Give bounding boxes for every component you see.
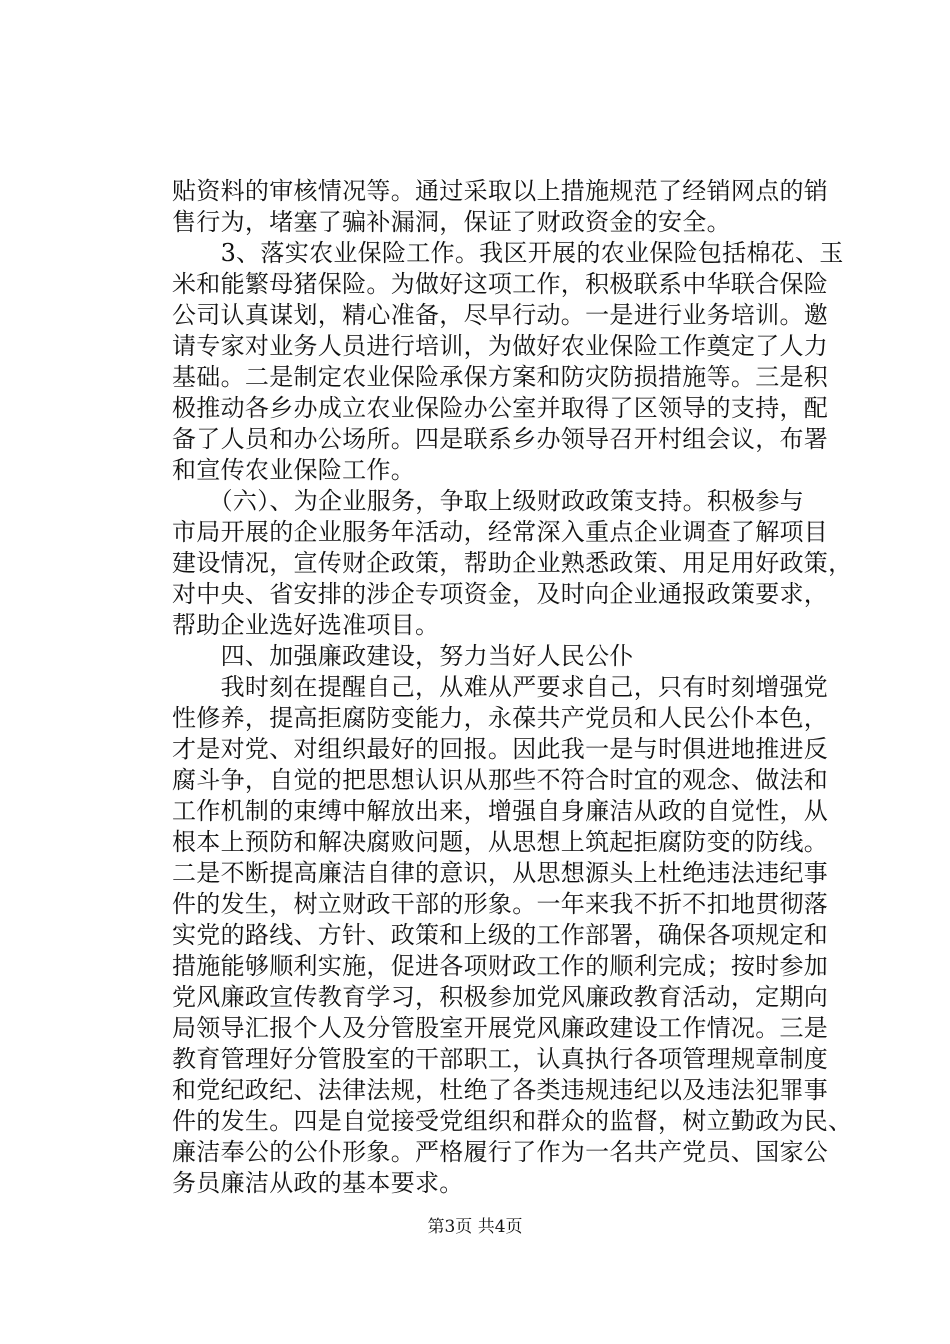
text-line: 对中央、省安排的涉企专项资金，及时向企业通报政策要求， [172, 580, 829, 608]
text-line: 3、落实农业保险工作。我区开展的农业保险包括棉花、玉 [172, 239, 844, 267]
text-line: 局领导汇报个人及分管股室开展党风廉政建设工作情况。三是 [172, 1014, 829, 1042]
text-line: 和宣传农业保险工作。 [172, 456, 415, 484]
text-line: 基础。二是制定农业保险承保方案和防灾防损措施等。三是积 [172, 363, 829, 391]
text-line: 公司认真谋划，精心准备，尽早行动。一是进行业务培训。邀 [172, 301, 829, 329]
text-line: 米和能繁母猪保险。为做好这项工作，积极联系中华联合保险 [172, 270, 829, 298]
text-line: 帮助企业选好选准项目。 [172, 611, 440, 639]
body-text [172, 176, 853, 1199]
text-line: 市局开展的企业服务年活动，经常深入重点企业调查了解项目 [172, 518, 829, 546]
text-line: 售行为，堵塞了骗补漏洞，保证了财政资金的安全。 [172, 208, 731, 236]
text-line: 件的发生，树立财政干部的形象。一年来我不折不扣地贯彻落 [172, 890, 829, 918]
text-line: 极推动各乡办成立农业保险办公室并取得了区领导的支持，配 [172, 394, 829, 422]
text-line: 性修养，提高拒腐防变能力，永葆共产党员和人民公仆本色， [172, 704, 829, 732]
text-line: 工作机制的束缚中解放出来，增强自身廉洁从政的自觉性，从 [172, 797, 829, 825]
text-line: 务员廉洁从政的基本要求。 [172, 1169, 464, 1197]
text-line: 我时刻在提醒自己，从难从严要求自己，只有时刻增强党 [172, 673, 829, 701]
section-heading: 四、加强廉政建设，努力当好人民公仆 [172, 642, 634, 670]
text-line: 廉洁奉公的公仆形象。严格履行了作为一名共产党员、国家公 [172, 1138, 829, 1166]
text-line: （六）、为企业服务，争取上级财政政策支持。积极参与 [172, 487, 805, 515]
text-line: 实党的路线、方针、政策和上级的工作部署，确保各项规定和 [172, 921, 829, 949]
text-line: 贴资料的审核情况等。通过采取以上措施规范了经销网点的销 [172, 177, 829, 205]
text-line: 根本上预防和解决腐败问题，从思想上筑起拒腐防变的防线。 [172, 828, 829, 856]
page-footer: 第3页 共4页 [427, 1217, 523, 1237]
text-line: 教育管理好分管股室的干部职工，认真执行各项管理规章制度 [172, 1045, 829, 1073]
text-line: 二是不断提高廉洁自律的意识，从思想源头上杜绝违法违纪事 [172, 859, 829, 887]
text-line: 才是对党、对组织最好的回报。因此我一是与时俱进地推进反 [172, 735, 829, 763]
text-line: 请专家对业务人员进行培训，为做好农业保险工作奠定了人力 [172, 332, 829, 360]
text-line: 建设情况，宣传财企政策，帮助企业熟悉政策、用足用好政策， [172, 549, 853, 577]
text-line: 件的发生。四是自觉接受党组织和群众的监督，树立勤政为民、 [172, 1107, 853, 1135]
text-line: 和党纪政纪、法律法规，杜绝了各类违规违纪以及违法犯罪事 [172, 1076, 829, 1104]
text-line: 腐斗争，自觉的把思想认识从那些不符合时宜的观念、做法和 [172, 766, 829, 794]
text-line: 措施能够顺利实施，促进各项财政工作的顺利完成；按时参加 [172, 952, 829, 980]
text-line: 党风廉政宣传教育学习，积极参加党风廉政教育活动，定期向 [172, 983, 829, 1011]
text-line: 备了人员和办公场所。四是联系乡办领导召开村组会议，布署 [172, 425, 829, 453]
